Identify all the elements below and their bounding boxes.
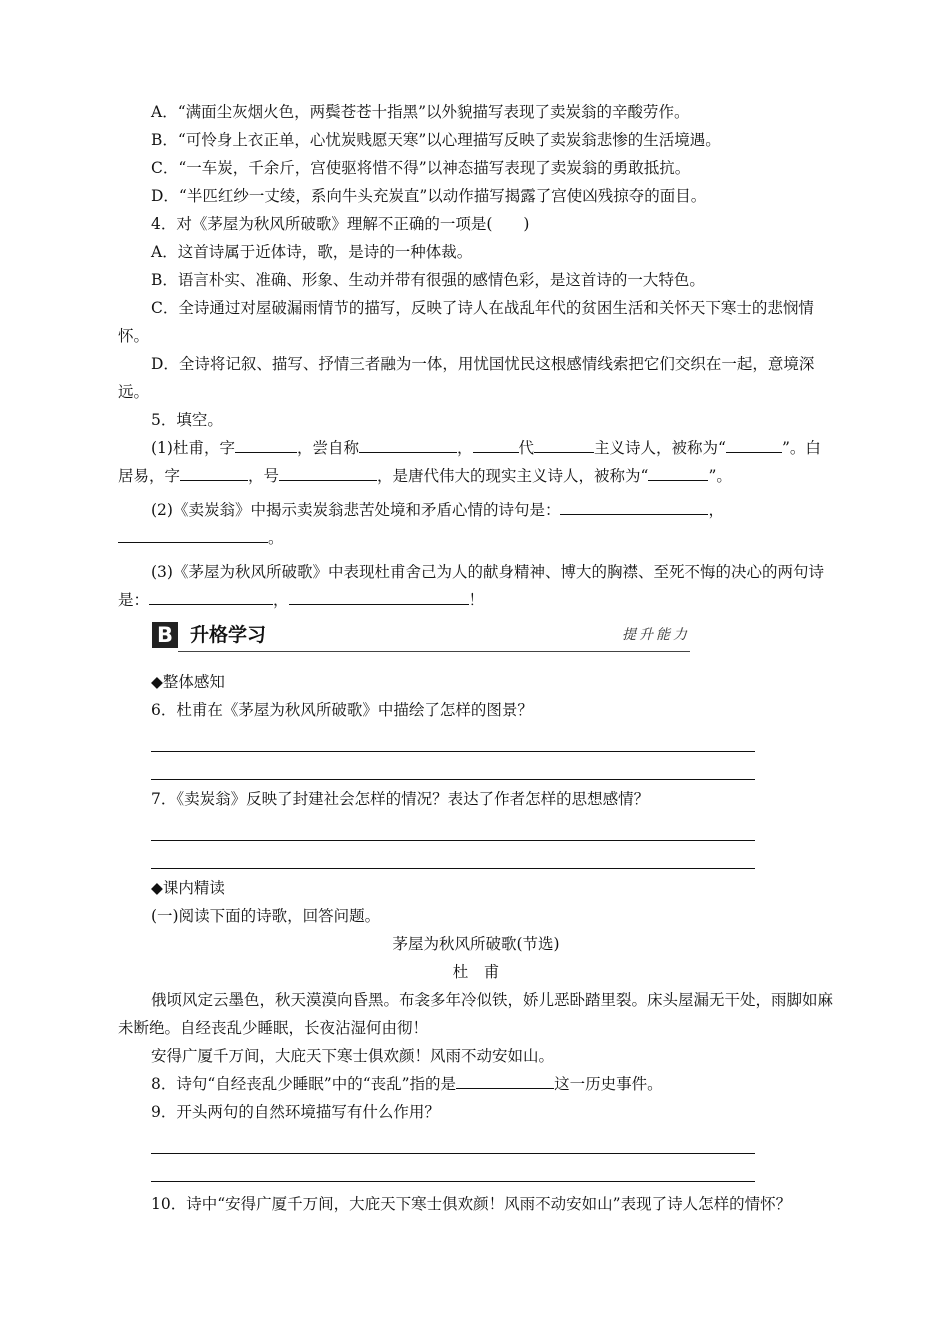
q3-option-a: A．“满面尘灰烟火色，两鬓苍苍十指黑”以外貌描写表现了卖炭翁的辛酸劳作。: [151, 103, 690, 121]
poem-title: 茅屋为秋风所破歌(节选): [392, 935, 560, 953]
q4-option-d: D．全诗将记叙、描写、抒情三者融为一体，用忧国忧民这根感情线索把它们交织在一起，意境深远。: [118, 355, 815, 401]
q7-answer-line-1[interactable]: [151, 813, 755, 841]
worksheet-content: [118, 98, 834, 1218]
q5-1-text-b: ，尝自称: [296, 439, 359, 457]
q4-option-b: B．语言朴实、准确、形象、生动并带有很强的感情色彩，是这首诗的一大特色。: [151, 271, 705, 289]
blank-maitanweng-line2[interactable]: [118, 525, 268, 543]
q5-1-text-e: 主义诗人，被称为“: [594, 439, 726, 457]
section-tag: 提升能力: [622, 627, 690, 643]
blank-baijuyi-title[interactable]: [648, 463, 708, 481]
q5-part2: [118, 496, 834, 552]
q6-stem: 6．杜甫在《茅屋为秋风所破歌》中描绘了怎样的图景？: [151, 701, 533, 719]
q7-stem: 7．《卖炭翁》反映了封建社会怎样的情况？表达了作者怎样的思想感情？: [151, 790, 650, 808]
q5-1-text-a: (1)杜甫，字: [151, 439, 235, 457]
overall-heading: ◆整体感知: [151, 673, 225, 691]
q3-option-c: C．“一车炭，千余斤，宫使驱将惜不得”以神态描写表现了卖炭翁的勇敢抵抗。: [151, 159, 691, 177]
q5-stem: 5．填空。: [151, 411, 223, 429]
q8-text-b: 这一历史事件。: [554, 1075, 663, 1093]
q6-answer-line-2[interactable]: [151, 752, 755, 780]
q9-stem: 9．开头两句的自然环境描写有什么作用？: [151, 1103, 440, 1121]
reading-heading: ◆课内精读: [151, 879, 225, 897]
q5-3-text-b: ，: [273, 591, 289, 609]
q7-answer-line-2[interactable]: [151, 841, 755, 869]
q9-answer-line-1[interactable]: [151, 1126, 755, 1154]
q3-option-b: B．“可怜身上衣正单，心忧炭贱愿天寒”以心理描写反映了卖炭翁悲惨的生活境遇。: [151, 131, 721, 149]
q5-3-text-a: (3)《茅屋为秋风所破歌》中表现杜甫舍己为人的献身精神、博大的胸襟、至死不悔的决心的两句诗是：: [118, 563, 824, 609]
blank-baijuyi-zi[interactable]: [180, 463, 248, 481]
q5-2-text-b: ，: [708, 501, 724, 519]
poem-stanza-1: 俄顷风定云墨色，秋天漠漠向昏黑。布衾多年冷似铁，娇儿恶卧踏里裂。床头屋漏无干处，雨脚如麻未断绝。自经丧乱少睡眠，长夜沾湿何由彻！: [118, 991, 834, 1037]
q4-option-a: A．这首诗属于近体诗，歌，是诗的一种体裁。: [151, 243, 473, 261]
q5-1-text-c: ，: [456, 439, 473, 457]
q6-answer-line-1[interactable]: [151, 724, 755, 752]
q3-option-d: D．“半匹红纱一丈绫，系向牛头充炭直”以动作描写揭露了宫使凶残掠夺的面目。: [151, 187, 707, 205]
q10-stem: 10．诗中“安得广厦千万间，大庇天下寒士俱欢颜！风雨不动安如山”表现了诗人怎样的情怀？: [151, 1195, 792, 1213]
q5-part3: [118, 558, 834, 614]
poem-author: 杜 甫: [452, 963, 500, 981]
reading-intro: (一)阅读下面的诗歌，回答问题。: [151, 907, 381, 925]
blank-maowu-line2[interactable]: [289, 587, 469, 605]
poem-stanza-2: 安得广厦千万间，大庇天下寒士俱欢颜！风雨不动安如山。: [151, 1047, 555, 1065]
q5-2-text-c: 。: [268, 529, 284, 547]
q5-1-text-f: ”。白居易，字: [118, 439, 821, 485]
q5-1-text-i: ”。: [708, 467, 732, 485]
q5-part1: [118, 434, 834, 490]
blank-dufu-zi[interactable]: [235, 435, 297, 453]
blank-dufu-ism[interactable]: [534, 435, 594, 453]
q5-3-text-c: ！: [468, 591, 485, 609]
section-rule: [178, 651, 690, 652]
q4-option-c: C．全诗通过对屋破漏雨情节的描写，反映了诗人在战乱年代的贫困生活和关怀天下寒士的悲悯情怀。: [118, 299, 814, 345]
blank-dufu-title[interactable]: [726, 435, 782, 453]
q5-1-text-h: ，是唐代伟大的现实主义诗人，被称为“: [377, 467, 649, 485]
blank-maitanweng-line1[interactable]: [560, 497, 708, 515]
blank-dufu-self-title[interactable]: [359, 435, 457, 453]
q9-answer-line-2[interactable]: [151, 1154, 755, 1182]
q4-stem: 4．对《茅屋为秋风所破歌》理解不正确的一项是( ): [151, 215, 530, 233]
q5-1-text-g: ，号: [248, 467, 280, 485]
section-title: 升格学习: [190, 624, 267, 646]
q8-text-a: 8．诗句“自经丧乱少睡眠”中的“丧乱”指的是: [151, 1075, 457, 1093]
blank-dufu-dynasty[interactable]: [473, 435, 519, 453]
blank-maowu-line1[interactable]: [149, 587, 273, 605]
q5-1-text-d: 代: [518, 439, 535, 457]
q8-stem: [118, 1070, 834, 1098]
section-banner: [118, 618, 834, 654]
blank-baijuyi-hao[interactable]: [279, 463, 377, 481]
blank-q8-event[interactable]: [456, 1071, 554, 1089]
section-letter-badge: B: [152, 622, 178, 648]
q5-2-text-a: (2)《卖炭翁》中揭示卖炭翁悲苦处境和矛盾心情的诗句是：: [151, 501, 561, 519]
